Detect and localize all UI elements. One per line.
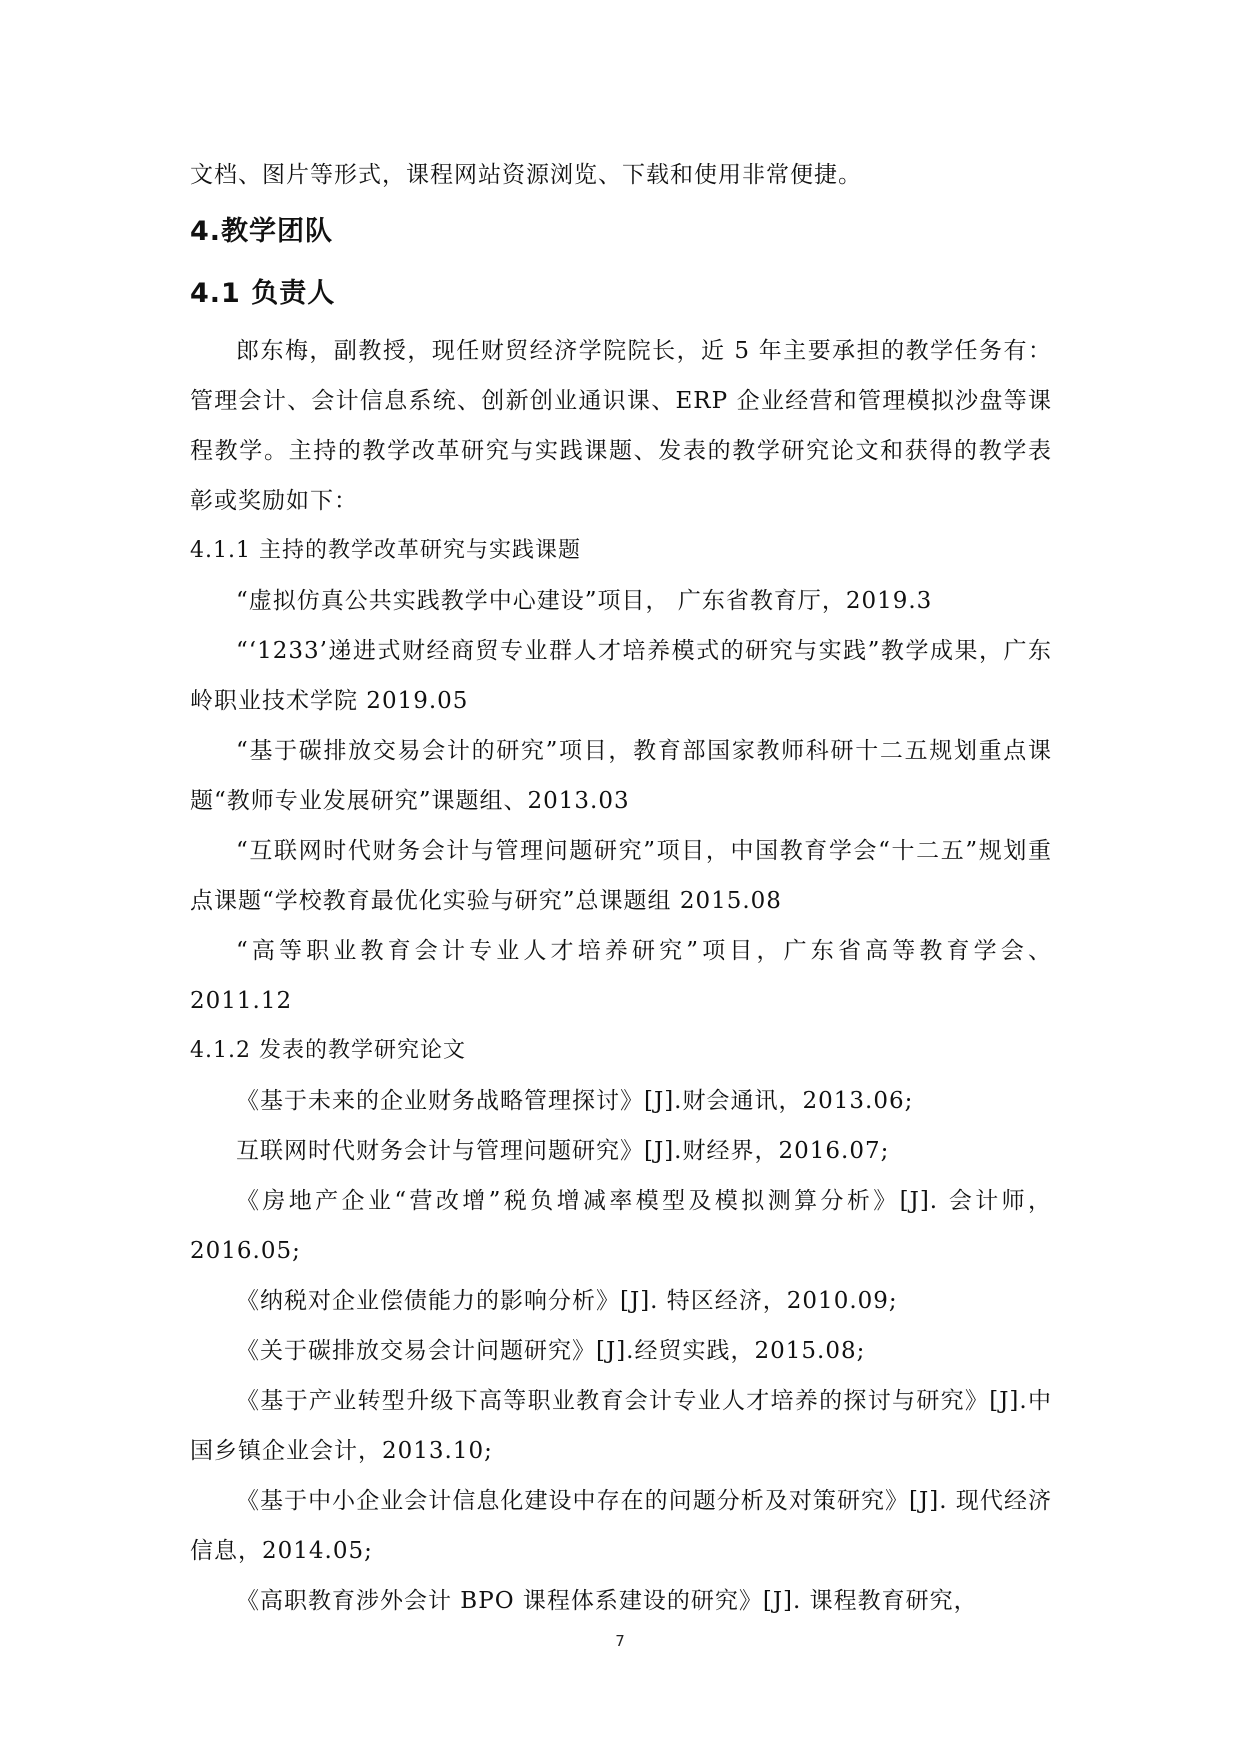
page-number: 7 <box>615 1632 625 1650</box>
paper-item: 《基于产业转型升级下高等职业教育会计专业人才培养的探讨与研究》[J].中国乡镇企业会计，2013.10; <box>190 1388 1052 1464</box>
paper-item: 互联网时代财务会计与管理问题研究》[J].财经界，2016.07; <box>236 1138 890 1164</box>
paper-item: 《纳税对企业偿债能力的影响分析》[J]. 特区经济，2010.09; <box>236 1288 898 1314</box>
section-heading: 4.教学团队 <box>190 216 334 247</box>
project-item: “互联网时代财务会计与管理问题研究”项目，中国教育学会“十二五”规划重点课题“学校教育最优化实验与研究”总课题组 2015.08 <box>190 838 1052 914</box>
projects-subheading: 4.1.1 主持的教学改革研究与实践课题 <box>190 538 581 563</box>
page-content <box>190 150 1052 1626</box>
project-item: “高等职业教育会计专业人才培养研究”项目，广东省高等教育学会、2011.12 <box>190 938 1052 1014</box>
papers-list <box>190 1076 1052 1626</box>
paper-item: 《基于未来的企业财务战略管理探讨》[J].财会通讯，2013.06; <box>236 1088 914 1114</box>
papers-subheading: 4.1.2 发表的教学研究论文 <box>190 1038 466 1063</box>
project-item: “虚拟仿真公共实践教学中心建设”项目， 广东省教育厅，2019.3 <box>236 588 933 614</box>
paper-item: 《基于中小企业会计信息化建设中存在的问题分析及对策研究》[J]. 现代经济信息，2014.05; <box>190 1488 1052 1564</box>
projects-list <box>190 576 1052 1026</box>
subsection-heading: 4.1 负责人 <box>190 278 336 309</box>
intro-paragraph: 郎东梅，副教授，现任财贸经济学院院长，近 5 年主要承担的教学任务有：管理会计、会计信息系统、创新创业通识课、ERP 企业经营和管理模拟沙盘等课程教学。主持的教学改革研究与实践课题、发表的教学研究论文和获得的教学表彰或奖励如下： <box>190 338 1052 514</box>
project-item: “基于碳排放交易会计的研究”项目，教育部国家教师科研十二五规划重点课题“教师专业发展研究”课题组、2013.03 <box>190 738 1052 814</box>
project-item: “‘1233’递进式财经商贸专业群人才培养模式的研究与实践”教学成果，广东岭职业技术学院 2019.05 <box>190 638 1052 714</box>
paper-item: 《房地产企业“营改增”税负增减率模型及模拟测算分析》[J]. 会计师，2016.05; <box>190 1188 1052 1264</box>
opening-line: 文档、图片等形式，课程网站资源浏览、下载和使用非常便捷。 <box>190 162 862 188</box>
paper-item: 《关于碳排放交易会计问题研究》[J].经贸实践，2015.08; <box>236 1338 866 1364</box>
paper-item: 《高职教育涉外会计 BPO 课程体系建设的研究》[J]. 课程教育研究， <box>236 1588 978 1614</box>
